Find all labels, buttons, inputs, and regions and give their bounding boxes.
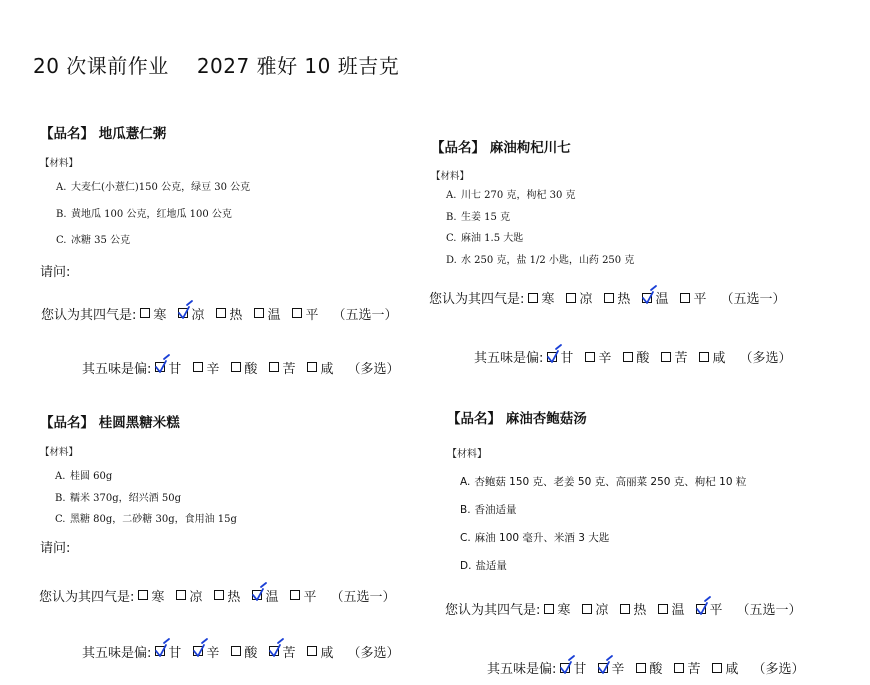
flavor-option[interactable] — [585, 347, 611, 366]
flavor-checkbox[interactable] — [547, 352, 557, 362]
qi-option-label: 寒 — [557, 603, 571, 618]
qi-option[interactable] — [620, 599, 646, 618]
flavor-option-label: 酸 — [636, 351, 650, 366]
qi-option[interactable] — [292, 304, 318, 323]
qi-checkbox[interactable] — [176, 590, 186, 600]
flavor-option-label: 苦 — [282, 645, 296, 661]
flavor-checkbox[interactable] — [661, 352, 671, 362]
qi-option-label: 凉 — [191, 307, 205, 323]
recipe-card-2 — [431, 136, 851, 366]
flavor-checkbox[interactable] — [231, 362, 241, 372]
ingredient-list — [40, 466, 420, 531]
qi-question-row — [39, 586, 420, 605]
flavor-option[interactable] — [623, 347, 649, 366]
flavor-checkbox[interactable] — [598, 663, 608, 673]
flavor-checkbox[interactable] — [155, 646, 165, 656]
flavor-option-label: 甘 — [573, 662, 587, 677]
flavor-option[interactable] — [712, 658, 738, 677]
ingredient-list — [40, 175, 420, 255]
flavor-option[interactable] — [155, 642, 181, 661]
qi-checkbox[interactable] — [290, 590, 300, 600]
qi-checkbox[interactable] — [680, 293, 690, 303]
flavor-question: 其五味是偏: — [487, 662, 557, 677]
flavor-option-label: 咸 — [712, 351, 726, 366]
flavor-option[interactable] — [307, 358, 333, 377]
qi-checkbox[interactable] — [214, 590, 224, 600]
qi-option-label: 寒 — [153, 307, 167, 323]
flavor-hint: （多选） — [347, 361, 400, 377]
flavor-hint: （多选） — [739, 351, 792, 366]
qi-option-label: 温 — [655, 292, 669, 307]
flavor-checkbox[interactable] — [712, 663, 722, 673]
flavor-option[interactable] — [598, 658, 624, 677]
flavor-question-row — [82, 642, 420, 661]
flavor-option[interactable] — [269, 642, 295, 661]
qi-option[interactable] — [252, 586, 278, 605]
flavor-checkbox[interactable] — [699, 352, 709, 362]
ingredient-item: A. 川七 270 克，枸杞 30 克 — [446, 190, 576, 201]
ingredient-item: A. 桂圆 60g — [55, 471, 113, 482]
flavor-hint: （多选） — [347, 645, 400, 661]
flavor-hint: （多选） — [752, 662, 805, 677]
ask-label: 请问: — [40, 264, 71, 280]
flavor-option[interactable] — [193, 358, 219, 377]
ingredient-item: C. 麻油 1.5 大匙 — [446, 233, 524, 244]
qi-checkbox[interactable] — [292, 308, 302, 318]
flavor-option-label: 酸 — [244, 645, 258, 661]
materials-label: 【材料】 — [447, 449, 487, 460]
qi-checkbox[interactable] — [138, 590, 148, 600]
ingredient-item: D. 盐适量 — [460, 560, 507, 572]
flavor-option[interactable] — [307, 642, 333, 661]
qi-option-label: 热 — [633, 603, 647, 618]
ingredient-item: A. 杏鲍菇 150 克、老姜 50 克、高丽菜 250 克、枸杞 10 粒 — [460, 476, 747, 488]
flavor-option-label: 辛 — [206, 361, 220, 377]
qi-checkbox[interactable] — [544, 604, 554, 614]
recipe-card-3 — [40, 411, 420, 661]
flavor-checkbox[interactable] — [307, 362, 317, 372]
qi-hint: （五选一） — [330, 589, 396, 605]
flavor-option-label: 辛 — [206, 645, 220, 661]
qi-option-label: 寒 — [541, 292, 555, 307]
qi-question: 您认为其四气是: — [39, 589, 135, 605]
qi-question-row — [41, 304, 420, 323]
flavor-checkbox[interactable] — [307, 646, 317, 656]
flavor-option-label: 酸 — [649, 662, 663, 677]
flavor-option[interactable] — [155, 358, 181, 377]
qi-option-label: 热 — [227, 589, 241, 605]
qi-checkbox[interactable] — [642, 293, 652, 303]
qi-option-label: 凉 — [189, 589, 203, 605]
flavor-option-label: 咸 — [725, 662, 739, 677]
flavor-option[interactable] — [269, 358, 295, 377]
flavor-checkbox[interactable] — [636, 663, 646, 673]
ingredient-list — [447, 468, 867, 580]
qi-option-label: 寒 — [151, 589, 165, 605]
flavor-question: 其五味是偏: — [82, 361, 152, 377]
qi-option-label: 平 — [693, 292, 707, 307]
flavor-option[interactable] — [231, 358, 257, 377]
flavor-option[interactable] — [674, 658, 700, 677]
recipe-title: 【品名】 地瓜薏仁粥 — [40, 126, 167, 142]
page-header — [33, 50, 399, 79]
qi-option-label: 凉 — [579, 292, 593, 307]
recipe-title: 【品名】 麻油枸杞川七 — [431, 140, 571, 156]
flavor-option[interactable] — [699, 347, 725, 366]
qi-checkbox[interactable] — [696, 604, 706, 614]
qi-option-label: 凉 — [595, 603, 609, 618]
flavor-question-row — [474, 347, 851, 366]
qi-hint: （五选一） — [720, 292, 786, 307]
flavor-checkbox[interactable] — [585, 352, 595, 362]
flavor-checkbox[interactable] — [560, 663, 570, 673]
qi-option[interactable] — [696, 599, 722, 618]
qi-checkbox[interactable] — [582, 604, 592, 614]
qi-option-label: 温 — [267, 307, 281, 323]
ingredient-item: A. 大麦仁(小薏仁)150 公克，绿豆 30 公克 — [56, 182, 251, 193]
materials-label: 【材料】 — [40, 158, 79, 169]
qi-checkbox[interactable] — [604, 293, 614, 303]
qi-option[interactable] — [642, 288, 668, 307]
ingredient-item: D. 水 250 克，盐 1/2 小匙，山药 250 克 — [446, 254, 635, 266]
flavor-option-label: 苦 — [282, 361, 296, 377]
qi-option[interactable] — [528, 288, 554, 307]
qi-hint: （五选一） — [736, 603, 802, 618]
flavor-checkbox[interactable] — [193, 362, 203, 372]
recipe-title: 【品名】 桂圆黑糖米糕 — [40, 415, 180, 431]
flavor-checkbox[interactable] — [231, 646, 241, 656]
flavor-option-label: 辛 — [611, 662, 625, 677]
qi-checkbox[interactable] — [566, 293, 576, 303]
flavor-option-label: 甘 — [168, 645, 182, 661]
flavor-option-label: 辛 — [598, 351, 612, 366]
qi-option[interactable] — [178, 304, 204, 323]
flavor-checkbox[interactable] — [193, 646, 203, 656]
qi-option[interactable] — [176, 586, 202, 605]
flavor-option-label: 甘 — [560, 351, 574, 366]
flavor-option-label: 酸 — [244, 361, 258, 377]
qi-checkbox[interactable] — [216, 308, 226, 318]
flavor-option-label: 咸 — [320, 645, 334, 661]
flavor-question-row — [82, 358, 420, 377]
recipe-card-1 — [40, 122, 420, 377]
flavor-question-row — [487, 658, 867, 677]
qi-option[interactable] — [254, 304, 280, 323]
qi-checkbox[interactable] — [658, 604, 668, 614]
qi-option[interactable] — [140, 304, 166, 323]
flavor-checkbox[interactable] — [269, 362, 279, 372]
ingredient-item: B. 香油适量 — [460, 504, 517, 516]
ingredient-item: B. 生姜 15 克 — [446, 211, 511, 223]
flavor-question: 其五味是偏: — [474, 351, 544, 366]
flavor-option-label: 咸 — [320, 361, 334, 377]
qi-option-label: 热 — [229, 307, 243, 323]
qi-option[interactable] — [658, 599, 684, 618]
qi-hint: （五选一） — [332, 307, 398, 323]
flavor-option[interactable] — [560, 658, 586, 677]
flavor-option[interactable] — [193, 642, 219, 661]
flavor-option[interactable] — [636, 658, 662, 677]
qi-question-row — [429, 288, 851, 307]
qi-question: 您认为其四气是: — [445, 603, 541, 618]
qi-option[interactable] — [214, 586, 240, 605]
qi-option-label: 平 — [305, 307, 319, 323]
qi-option[interactable] — [138, 586, 164, 605]
materials-label: 【材料】 — [40, 447, 79, 458]
recipe-title: 【品名】 麻油杏鲍菇汤 — [447, 411, 587, 427]
qi-checkbox[interactable] — [252, 590, 262, 600]
qi-option[interactable] — [566, 288, 592, 307]
qi-question: 您认为其四气是: — [41, 307, 137, 323]
ingredient-item: C. 黑糖 80g，二砂糖 30g，食用油 15g — [55, 514, 237, 525]
qi-question-row — [445, 599, 867, 618]
ingredient-item: B. 黄地瓜 100 公克，红地瓜 100 公克 — [56, 208, 232, 220]
flavor-checkbox[interactable] — [623, 352, 633, 362]
qi-checkbox[interactable] — [620, 604, 630, 614]
flavor-option[interactable] — [547, 347, 573, 366]
ingredient-item: C. 冰糖 35 公克 — [56, 235, 131, 246]
qi-option-label: 平 — [709, 603, 723, 618]
flavor-checkbox[interactable] — [155, 362, 165, 372]
qi-option-label: 平 — [303, 589, 317, 605]
class-student: 2027 雅好 10 班吉克 — [196, 54, 400, 78]
qi-option[interactable] — [216, 304, 242, 323]
flavor-checkbox[interactable] — [269, 646, 279, 656]
qi-option[interactable] — [544, 599, 570, 618]
qi-checkbox[interactable] — [140, 308, 150, 318]
ingredient-item: C. 麻油 100 毫升、米酒 3 大匙 — [460, 532, 610, 544]
flavor-option[interactable] — [231, 642, 257, 661]
qi-option[interactable] — [680, 288, 706, 307]
flavor-checkbox[interactable] — [674, 663, 684, 673]
qi-option-label: 温 — [671, 603, 685, 618]
qi-option[interactable] — [290, 586, 316, 605]
qi-checkbox[interactable] — [178, 308, 188, 318]
flavor-option-label: 苦 — [687, 662, 701, 677]
flavor-option-label: 甘 — [168, 361, 182, 377]
qi-checkbox[interactable] — [254, 308, 264, 318]
qi-option-label: 热 — [617, 292, 631, 307]
qi-option[interactable] — [604, 288, 630, 307]
materials-label: 【材料】 — [431, 171, 470, 182]
ingredient-list — [431, 185, 851, 271]
assignment-title: 20 次课前作业 — [33, 54, 169, 78]
ask-label: 请问: — [40, 540, 71, 556]
qi-question: 您认为其四气是: — [429, 292, 525, 307]
flavor-option-label: 苦 — [674, 351, 688, 366]
flavor-option[interactable] — [661, 347, 687, 366]
ingredient-item: B. 糯米 370g，绍兴酒 50g — [55, 492, 181, 504]
flavor-question: 其五味是偏: — [82, 645, 152, 661]
recipe-card-4 — [447, 407, 867, 677]
qi-option[interactable] — [582, 599, 608, 618]
qi-checkbox[interactable] — [528, 293, 538, 303]
qi-option-label: 温 — [265, 589, 279, 605]
